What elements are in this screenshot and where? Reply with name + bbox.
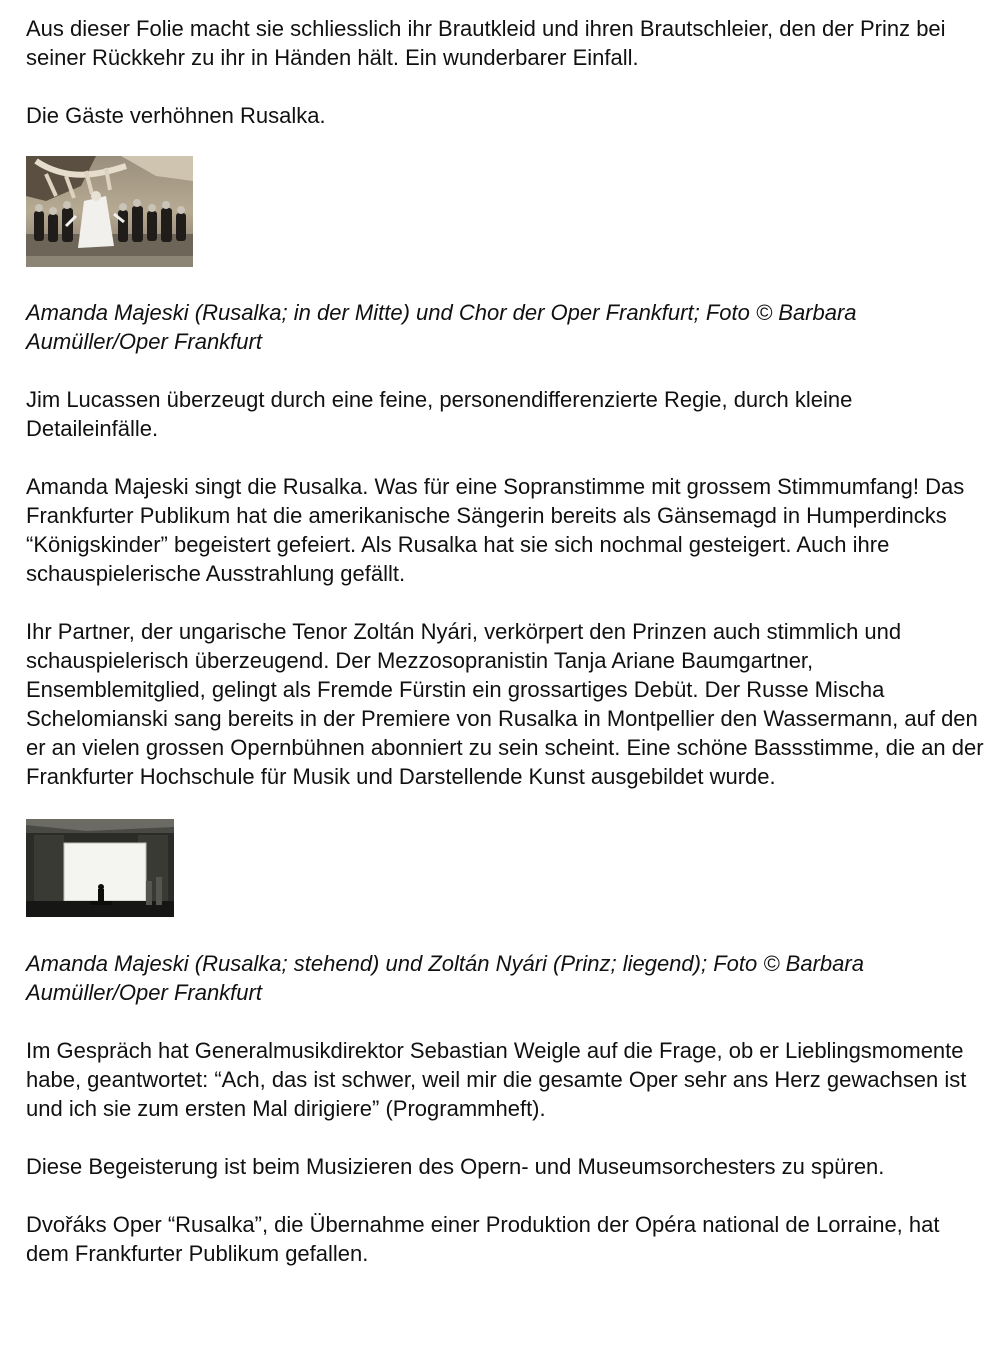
photo-prince-scene[interactable] <box>26 819 174 917</box>
article-body <box>26 14 986 1268</box>
paragraph-cast: Ihr Partner, der ungarische Tenor Zoltán Nyári, verkörpert den Prinzen auch stimmlich und schauspielerisch überzeugend. Der Mezzosopranistin Tanja Ariane Baumgartner, Ensemblemitglied, gelingt als Fremde Fürstin ein grossartiges Debüt. Der Russe Mischa Schelomianski sang bereits in der Premiere von Rusalka in Montpellier den Wassermann, auf den er an vielen grossen Opernbühnen abonniert zu sein scheint. Eine schöne Bassstimme, die an der Frankfurter Hochschule für Musik und Darstellende Kunst ausgebildet wurde. <box>26 619 984 789</box>
paragraph-guests: Die Gäste verhöhnen Rusalka. <box>26 103 326 128</box>
paragraph-bridal-veil: Aus dieser Folie macht sie schliesslich ihr Brautkleid und ihren Brautschleier, den der Prinz bei seiner Rückkehr zu ihr in Händen hält. Ein wunderbarer Einfall. <box>26 16 946 70</box>
photo-chorus-scene[interactable] <box>26 156 193 267</box>
caption-prince-scene: Amanda Majeski (Rusalka; stehend) und Zoltán Nyári (Prinz; liegend); Foto © Barbara Aumüller/Oper Frankfurt <box>26 951 864 1005</box>
paragraph-majeski: Amanda Majeski singt die Rusalka. Was für eine Sopranstimme mit grossem Stimmumfang! Das Frankfurter Publikum hat die amerikanische Sängerin bereits als Gänsemagd in Humperdincks “Königskinder” begeistert gefeiert. Als Rusalka hat sie sich nochmal gesteigert. Auch ihre schauspielerische Ausstrahlung gefällt. <box>26 474 965 586</box>
paragraph-orchestra: Diese Begeisterung ist beim Musizieren des Opern- und Museumsorchesters zu spüren. <box>26 1154 885 1179</box>
paragraph-conclusion: Dvořáks Oper “Rusalka”, die Übernahme einer Produktion der Opéra national de Lorraine, hat dem Frankfurter Publikum gefallen. <box>26 1212 940 1266</box>
paragraph-direction: Jim Lucassen überzeugt durch eine feine, personendifferenzierte Regie, durch kleine Detaileinfälle. <box>26 387 853 441</box>
paragraph-weigle: Im Gespräch hat Generalmusikdirektor Sebastian Weigle auf die Frage, ob er Lieblingsmomente habe, geantwortet: “Ach, das ist schwer, weil mir die gesamte Oper sehr ans Herz gewachsen ist und ich sie zum ersten Mal dirigiere” (Programmheft). <box>26 1038 967 1121</box>
caption-chorus-scene: Amanda Majeski (Rusalka; in der Mitte) und Chor der Oper Frankfurt; Foto © Barbara Aumüller/Oper Frankfurt <box>26 300 857 354</box>
